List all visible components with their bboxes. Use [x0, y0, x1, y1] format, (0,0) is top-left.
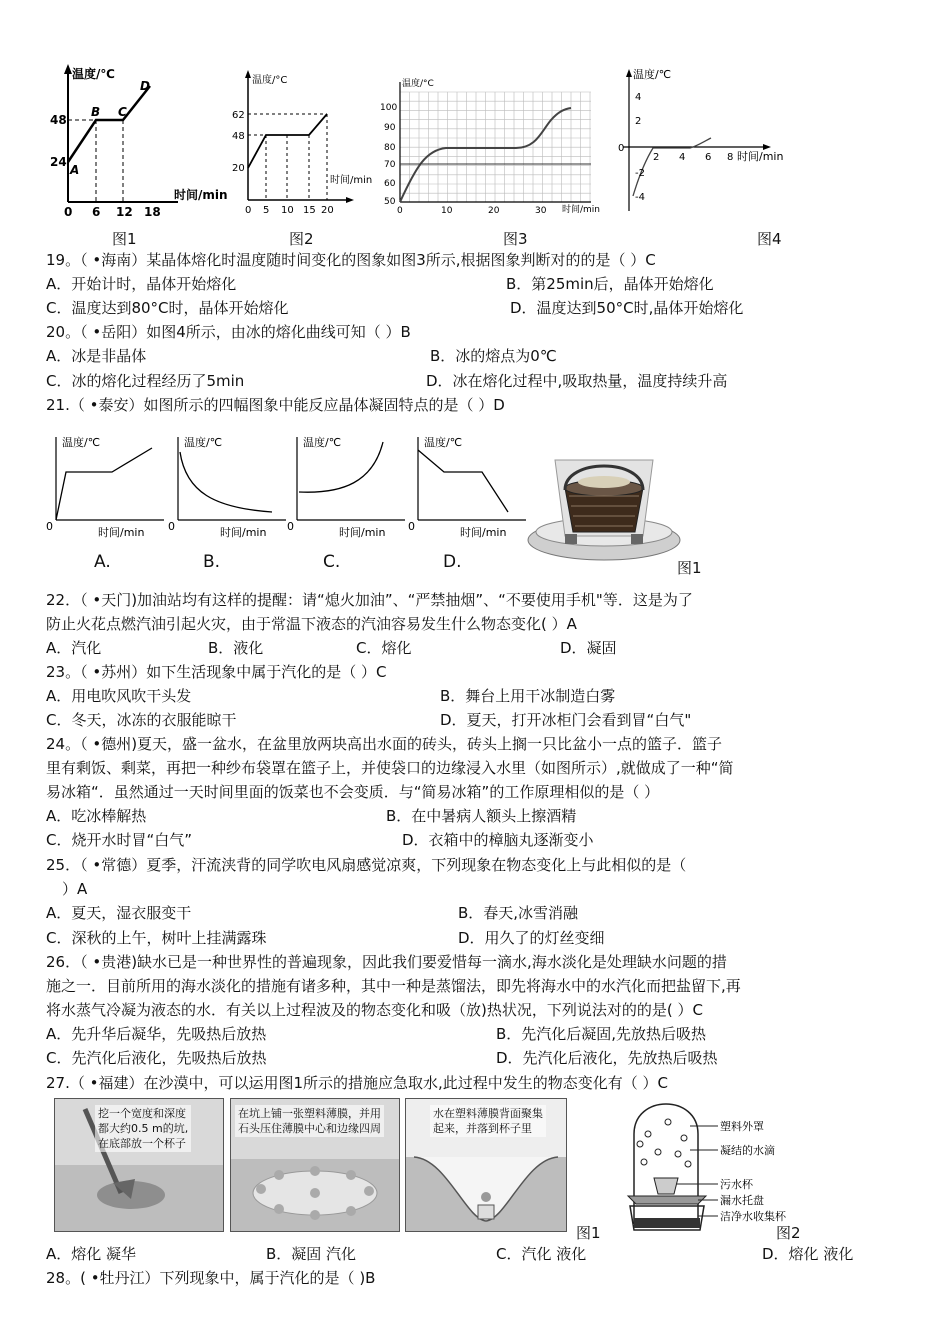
q19-option-c: C．温度达到80°C时，晶体开始熔化	[46, 299, 289, 317]
q25-option-d: D．用久了的灯丝变细	[458, 929, 605, 947]
q27-photo-water-collect	[405, 1098, 567, 1232]
q24-option-b: B．在中暑病人额头上擦酒精	[386, 807, 577, 825]
graph-xlabel: 时间/min	[220, 526, 267, 539]
q21-basket-caption: 图1	[677, 559, 702, 577]
q21-label-a: A.	[94, 552, 111, 572]
fig1-point-c: C	[118, 105, 127, 119]
q21-graph-a	[42, 432, 168, 544]
graph-ylabel: 温度/℃	[184, 436, 223, 449]
fig3-ytick: 70	[384, 160, 396, 170]
fig1-point-d: D	[140, 79, 150, 93]
fig4-xtick: 8	[727, 152, 734, 163]
q23-stem: 23。（ •苏州）如下生活现象中属于汽化的是（ ）C	[46, 663, 387, 681]
photo2-line1: 在坑上铺一张塑料薄膜，并用	[238, 1107, 381, 1120]
q24-stem-line3: 易冰箱“．虽然通过一天时间里面的饭菜也不会变质．与“简易冰箱”的工作原理相似的是（ ）	[46, 783, 660, 801]
q20-option-a: A．冰是非晶体	[46, 347, 147, 365]
fig4-ytick: -2	[635, 168, 645, 179]
simple-fridge-basket-illustration	[525, 448, 683, 568]
q21-graph-d	[404, 432, 530, 544]
fig4-xtick: 4	[679, 152, 686, 163]
q19-stem: 19。（ •海南）某晶体熔化时温度随时间变化的图象如图3所示,根据图象判断对的的是（ ）C	[46, 251, 656, 269]
fig4-ytick: 0	[618, 143, 625, 154]
fig3-caption: 图3	[503, 230, 528, 248]
figure-4-graph	[615, 66, 805, 214]
fig4-ytick: -4	[635, 192, 645, 203]
fig3-ytick: 60	[384, 179, 396, 189]
q27-option-b: B．凝固 汽化	[266, 1245, 357, 1263]
fig4-ytick: 2	[635, 116, 642, 127]
q23-option-d: D．夏天，打开冰柜门会看到冒“白气"	[440, 711, 692, 729]
q19-option-a: A．开始计时，晶体开始熔化	[46, 275, 237, 293]
fig1-ytick: 24	[50, 155, 67, 169]
fig2-ytick: 20	[232, 163, 245, 174]
q20-stem: 20。（ •岳阳）如图4所示，由冰的熔化曲线可知（ ）B	[46, 323, 411, 341]
fig3-ytick: 50	[384, 197, 396, 207]
fig2-xtick: 20	[321, 205, 334, 216]
q21-graph-b	[164, 432, 290, 544]
fig2-label-drops: 凝结的水滴	[720, 1144, 775, 1157]
fig1-xlabel: 时间/min	[174, 188, 228, 202]
fig3-ytick: 90	[384, 123, 396, 133]
fig2-label-cover: 塑料外罩	[720, 1120, 764, 1133]
q22-stem-line1: 22．（ •天门)加油站均有这样的提醒：请“熄火加油”、“严禁抽烟”、“不要使用手机"等．这是为了	[46, 591, 693, 609]
q27-fig2-caption: 图2	[776, 1224, 801, 1242]
fig2-ytick: 62	[232, 110, 245, 121]
fig3-xlabel: 时间/min	[562, 205, 601, 215]
q27-option-a: A．熔化 凝华	[46, 1245, 137, 1263]
fig1-point-b: B	[91, 105, 101, 119]
graph-xlabel: 时间/min	[460, 526, 507, 539]
fig3-xtick: 20	[488, 206, 500, 216]
q22-stem-line2: 防止火花点燃汽油引起火灾，由于常温下液态的汽油容易发生什么物态变化( ）A	[46, 615, 577, 633]
fig2-xtick: 15	[303, 205, 316, 216]
q19-option-d: D．温度达到50°C时,晶体开始熔化	[510, 299, 744, 317]
fig2-xtick: 5	[263, 205, 270, 216]
q24-option-a: A．吃冰棒解热	[46, 807, 147, 825]
fig2-label-tray: 漏水托盘	[720, 1194, 764, 1207]
fig2-caption: 图2	[289, 230, 314, 248]
q27-stem: 27.（ •福建）在沙漠中，可以运用图1所示的措施应急取水,此过程中发生的物态变化有（ ）C	[46, 1074, 669, 1092]
fig4-xtick: 6	[705, 152, 712, 163]
q26-stem-line2: 施之一．目前所用的海水淡化的措施有诸多种，其中一种是蒸馏法，即先将海水中的水汽化而把盐留下,再	[46, 977, 741, 995]
q27-photo-plastic-film	[230, 1098, 400, 1232]
photo2-line2: 石头压住薄膜中心和边缘四周	[238, 1122, 381, 1135]
graph-origin: 0	[168, 520, 175, 533]
fig2-ytick: 48	[232, 131, 245, 142]
q26-option-d: D．先汽化后液化，先放热后吸热	[496, 1049, 718, 1067]
graph-origin: 0	[287, 520, 294, 533]
fig4-caption: 图4	[757, 230, 782, 248]
fig3-ylabel: 温度/°C	[402, 79, 434, 89]
solar-still-diagram	[618, 1098, 786, 1234]
photo1-line3: 在底部放一个杯子	[98, 1137, 186, 1150]
q27-option-c: C．汽化 液化	[496, 1245, 587, 1263]
fig3-xtick: 0	[397, 206, 403, 216]
q21-label-c: C.	[323, 552, 341, 572]
q24-option-d: D．衣箱中的樟脑丸逐渐变小	[402, 831, 594, 849]
q22-option-a: A．汽化	[46, 639, 102, 657]
figure-1-graph	[48, 62, 228, 217]
fig4-xtick: 2	[653, 152, 660, 163]
fig3-ytick: 100	[380, 103, 398, 113]
q26-option-c: C．先汽化后液化，先吸热后放热	[46, 1049, 267, 1067]
fig2-xlabel: 时间/min	[330, 175, 373, 186]
q24-stem-line1: 24。（ •德州)夏天，盛一盆水，在盆里放两块高出水面的砖头，砖头上搁一只比盆小一点的篮子．篮子	[46, 735, 723, 753]
q27-photo-dig-pit	[54, 1098, 224, 1232]
fig1-xtick: 0	[64, 205, 73, 219]
fig2-xtick: 0	[245, 205, 252, 216]
photo1-line1: 挖一个宽度和深度	[98, 1107, 186, 1120]
figure-3-graph	[376, 72, 616, 220]
graph-xlabel: 时间/min	[339, 526, 386, 539]
q23-option-c: C．冬天，冰冻的衣服能晾干	[46, 711, 237, 729]
q21-label-b: B.	[203, 552, 221, 572]
fig3-ytick: 80	[384, 143, 396, 153]
graph-origin: 0	[408, 520, 415, 533]
fig2-ylabel: 温度/°C	[252, 75, 288, 86]
fig4-xlabel: 时间/min	[737, 150, 784, 163]
fig1-xtick: 6	[92, 205, 101, 219]
q26-option-a: A．先升华后凝华，先吸热后放热	[46, 1025, 267, 1043]
fig2-xtick: 10	[281, 205, 294, 216]
fig1-xtick: 12	[116, 205, 133, 219]
fig2-label-clean-cup: 洁净水收集杯	[720, 1210, 786, 1223]
q26-stem-line1: 26．（ •贵港)缺水已是一种世界性的普遍现象，因此我们要爱惜每一滴水,海水淡化是处理缺水问题的措	[46, 953, 727, 971]
q27-option-d: D．熔化 液化	[762, 1245, 854, 1263]
fig1-caption: 图1	[112, 230, 137, 248]
fig2-label-dirty-cup: 污水杯	[720, 1178, 753, 1191]
graph-xlabel: 时间/min	[98, 526, 145, 539]
q20-option-c: C．冰的熔化过程经历了5min	[46, 372, 245, 390]
fig1-xtick: 18	[144, 205, 161, 219]
q20-option-b: B．冰的熔点为0℃	[430, 347, 557, 365]
graph-origin: 0	[46, 520, 53, 533]
q25-option-c: C．深秋的上午，树叶上挂满露珠	[46, 929, 267, 947]
graph-ylabel: 温度/℃	[62, 436, 101, 449]
q27-fig1-caption: 图1	[576, 1224, 601, 1242]
q26-stem-line3: 将水蒸气冷凝为液态的水．有关以上过程波及的物态变化和吸（放)热状况，下列说法对的的是( ）C	[46, 1001, 703, 1019]
q28-stem: 28。( •牡丹江）下列现象中，属于汽化的是（ )B	[46, 1269, 376, 1287]
figure-2-graph	[228, 68, 378, 218]
q25-option-a: A．夏天，湿衣服变干	[46, 904, 192, 922]
photo3-line1: 水在塑料薄膜背面聚集	[433, 1107, 543, 1120]
photo1-line2: 都大约0.5 m的坑,	[98, 1122, 189, 1135]
q21-label-d: D.	[443, 552, 462, 572]
q24-option-c: C．烧开水时冒“白气”	[46, 831, 193, 849]
q19-option-b: B．第25min后，晶体开始熔化	[506, 275, 714, 293]
fig4-ytick: 4	[635, 92, 642, 103]
q25-stem-line2: ）A	[62, 880, 88, 898]
fig3-xtick: 10	[441, 206, 453, 216]
q24-stem-line2: 里有剩饭、剩菜，再把一种纱布袋罩在篮子上，并使袋口的边缘浸入水里（如图所示）,就做成了一种“简	[46, 759, 734, 777]
q26-option-b: B．先汽化后凝固,先放热后吸热	[496, 1025, 707, 1043]
fig1-ylabel: 温度/℃	[72, 67, 115, 81]
q23-option-b: B．舞台上用干冰制造白雾	[440, 687, 616, 705]
q21-graph-c	[283, 432, 409, 544]
q22-option-b: B．液化	[208, 639, 264, 657]
q25-option-b: B．春天,冰雪消融	[458, 904, 579, 922]
fig4-ylabel: 温度/℃	[633, 68, 672, 81]
q22-option-c: C．熔化	[356, 639, 412, 657]
q20-option-d: D．冰在熔化过程中,吸取热量，温度持续升高	[426, 372, 728, 390]
photo3-line2: 起来，并落到杯子里	[433, 1122, 532, 1135]
fig1-ytick: 48	[50, 113, 67, 127]
q21-stem: 21.（ •泰安）如图所示的四幅图象中能反应晶体凝固特点的是（ ）D	[46, 396, 505, 414]
fig1-point-a: A	[70, 163, 80, 177]
q25-stem-line1: 25．（ •常德）夏季，汗流浃背的同学吹电风扇感觉凉爽，下列现象在物态变化上与此相似的是（	[46, 856, 687, 874]
graph-ylabel: 温度/℃	[303, 436, 342, 449]
graph-ylabel: 温度/℃	[424, 436, 463, 449]
fig3-xtick: 30	[535, 206, 547, 216]
q22-option-d: D．凝固	[560, 639, 617, 657]
q23-option-a: A．用电吹风吹干头发	[46, 687, 192, 705]
